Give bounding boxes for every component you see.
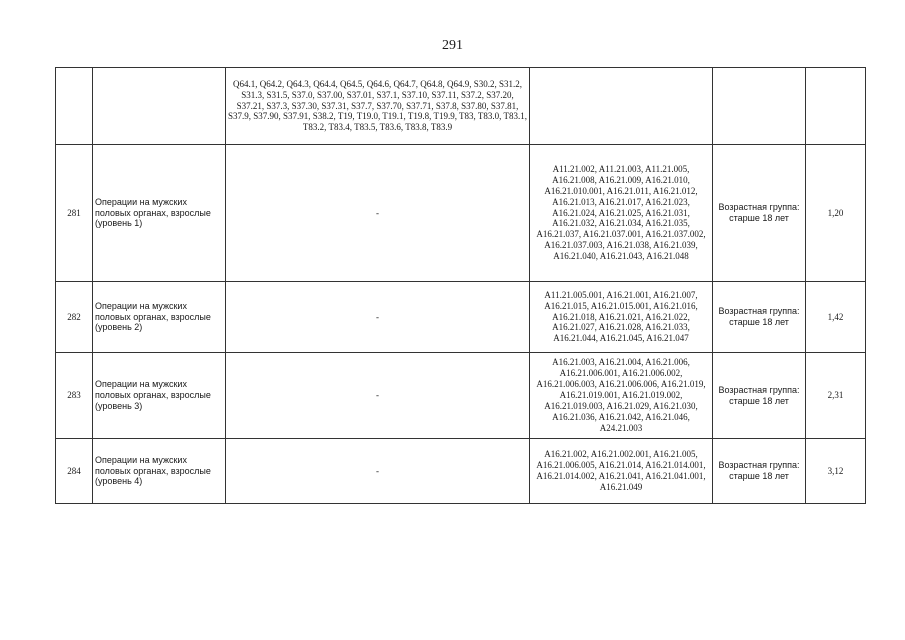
cell-criteria: Возрастная группа: старше 18 лет	[713, 439, 806, 504]
table-row	[56, 282, 866, 353]
cell-diagnosis-codes: Q64.1, Q64.2, Q64.3, Q64.4, Q64.5, Q64.6, Q64.7, Q64.8, Q64.9, S30.2, S31.2, S31.3, S31.5, S37.0, S37.00, S37.01, S37.1, S37.10, S37.11, S37.2, S37.20, S37.21, S37.3, S37.30, S37.31, S37.7, S37.70, S37.71, S37.8, S37.80, S37.81, S37.9, S37.90, S37.91, S38.2, T19, T19.0, T19.1, T19.8, T19.9, T83, T83.0, T83.1, T83.2, T83.4, T83.5, T83.6, T83.8, T83.9	[226, 68, 530, 145]
cell-diagnosis: -	[226, 353, 530, 439]
cell-services: A11.21.005.001, A16.21.001, A16.21.007, A16.21.015, A16.21.015.001, A16.21.016, A16.21.018, A16.21.021, A16.21.022, A16.21.027, A16.21.028, A16.21.033, A16.21.044, A16.21.045, A16.21.047	[530, 282, 713, 353]
tariff-table	[55, 67, 866, 504]
cell-services: A16.21.002, A16.21.002.001, A16.21.005, A16.21.006.005, A16.21.014, A16.21.014.001, A16.21.014.002, A16.21.041, A16.21.041.001, A16.21.049	[530, 439, 713, 504]
cell-coef: 2,31	[806, 353, 866, 439]
cell-services: A11.21.002, A11.21.003, A11.21.005, A16.21.008, A16.21.009, A16.21.010, A16.21.010.001, A16.21.011, A16.21.012, A16.21.013, A16.21.017, A16.21.023, A16.21.024, A16.21.025, A16.21.031, A16.21.032, A16.21.034, A16.21.035, A16.21.037, A16.21.037.001, A16.21.037.002, A16.21.037.003, A16.21.038, A16.21.039, A16.21.040, A16.21.043, A16.21.048	[530, 145, 713, 282]
cell-name	[93, 68, 226, 145]
cell-diagnosis: -	[226, 282, 530, 353]
page-number: 291	[442, 38, 463, 53]
table-row	[56, 145, 866, 282]
cell-name: Операции на мужских половых органах, взрослые (уровень 3)	[93, 353, 226, 439]
cell-criteria: Возрастная группа: старше 18 лет	[713, 145, 806, 282]
cell-name: Операции на мужских половых органах, взрослые (уровень 2)	[93, 282, 226, 353]
cell-criteria: Возрастная группа: старше 18 лет	[713, 282, 806, 353]
cell-num: 284	[56, 439, 93, 504]
cell-services: A16.21.003, A16.21.004, A16.21.006, A16.21.006.001, A16.21.006.002, A16.21.006.003, A16.21.006.006, A16.21.019, A16.21.019.001, A16.21.019.002, A16.21.019.003, A16.21.029, A16.21.030, A16.21.036, A16.21.042, A16.21.046, A24.21.003	[530, 353, 713, 439]
cell-criteria: Возрастная группа: старше 18 лет	[713, 353, 806, 439]
cell-coef	[806, 68, 866, 145]
cell-name: Операции на мужских половых органах, взрослые (уровень 4)	[93, 439, 226, 504]
cell-num: 283	[56, 353, 93, 439]
cell-diagnosis: -	[226, 145, 530, 282]
cell-num: 281	[56, 145, 93, 282]
cell-criteria	[713, 68, 806, 145]
cell-coef: 3,12	[806, 439, 866, 504]
cell-services	[530, 68, 713, 145]
cell-name: Операции на мужских половых органах, взрослые (уровень 1)	[93, 145, 226, 282]
cell-coef: 1,42	[806, 282, 866, 353]
table-row	[56, 439, 866, 504]
table-row-continuation	[56, 68, 866, 145]
cell-coef: 1,20	[806, 145, 866, 282]
cell-diagnosis: -	[226, 439, 530, 504]
table-row	[56, 353, 866, 439]
cell-num: 282	[56, 282, 93, 353]
cell-num	[56, 68, 93, 145]
